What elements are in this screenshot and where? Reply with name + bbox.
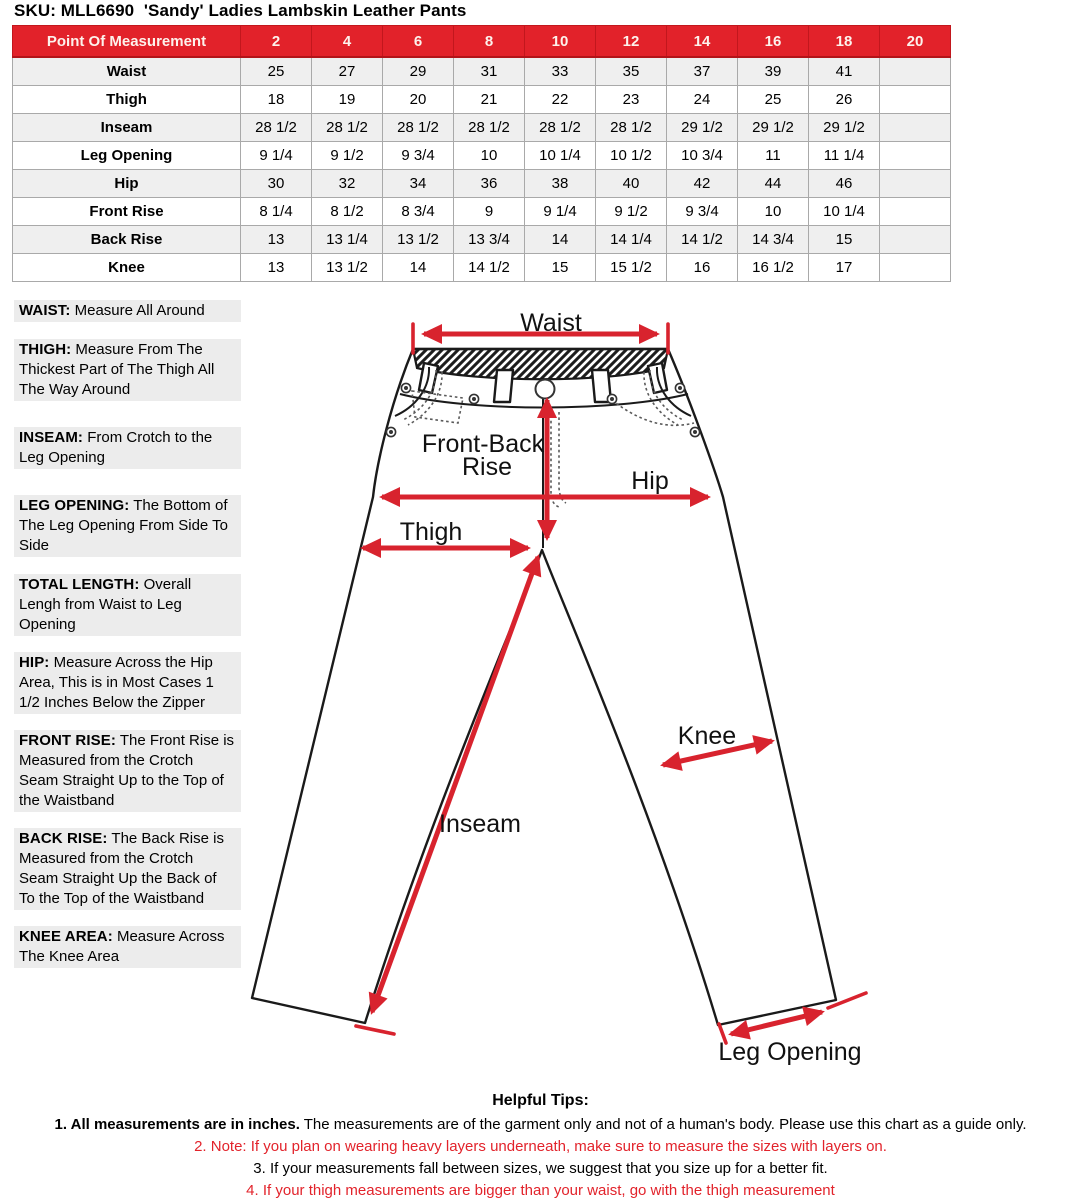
point-of-measurement-header: Point Of Measurement (13, 26, 241, 58)
measurement-value-cell: 13 3/4 (454, 226, 525, 254)
measurement-value-cell: 10 3/4 (667, 142, 738, 170)
definition-item: KNEE AREA: Measure Across The Knee Area (14, 926, 241, 968)
definition-item: THIGH: Measure From The Thickest Part of The Thigh All The Way Around (14, 339, 241, 401)
measurement-value-cell: 25 (738, 86, 809, 114)
measurement-value-cell: 13 (241, 226, 312, 254)
waist-button (536, 380, 555, 399)
thigh-label: Thigh (399, 518, 463, 546)
measurement-value-cell: 29 1/2 (809, 114, 880, 142)
measurement-value-cell: 28 1/2 (241, 114, 312, 142)
measurement-value-cell: 14 1/2 (667, 226, 738, 254)
definition-item: BACK RISE: The Back Rise is Measured from the Crotch Seam Straight Up the Back of To the Top of the Waistband (14, 828, 241, 910)
measurement-value-cell (880, 170, 951, 198)
definition-item: TOTAL LENGTH: Overall Lengh from Waist to Leg Opening (14, 574, 241, 636)
size-column-header: 14 (667, 26, 738, 58)
measurement-value-cell: 42 (667, 170, 738, 198)
measurement-value-cell: 9 1/2 (596, 198, 667, 226)
definition-item: LEG OPENING: The Bottom of The Leg Opening From Side To Side (14, 495, 241, 557)
definition-item: FRONT RISE: The Front Rise is Measured from the Crotch Seam Straight Up to the Top of the Waistband (14, 730, 241, 812)
measurement-value-cell: 9 1/4 (241, 142, 312, 170)
size-table (12, 25, 951, 282)
measurement-value-cell: 17 (809, 254, 880, 282)
knee-label: Knee (677, 722, 737, 750)
measurement-value-cell: 28 1/2 (525, 114, 596, 142)
measurement-value-cell (880, 254, 951, 282)
measurement-value-cell: 20 (383, 86, 454, 114)
measurement-value-cell: 21 (454, 86, 525, 114)
measurement-value-cell: 14 (525, 226, 596, 254)
measurement-value-cell: 15 (525, 254, 596, 282)
measurement-value-cell: 9 1/2 (312, 142, 383, 170)
definition-term: BACK RISE: (19, 830, 108, 847)
measurement-value-cell: 28 1/2 (312, 114, 383, 142)
measurement-value-cell: 23 (596, 86, 667, 114)
measurement-value-cell: 14 (383, 254, 454, 282)
measurement-value-cell: 29 1/2 (667, 114, 738, 142)
leg-opening-label: Leg Opening (718, 1038, 862, 1066)
measurement-value-cell: 10 (454, 142, 525, 170)
measurement-value-cell: 26 (809, 86, 880, 114)
size-column-header: 4 (312, 26, 383, 58)
size-column-header: 6 (383, 26, 454, 58)
measurement-value-cell: 9 3/4 (383, 142, 454, 170)
definition-term: WAIST: (19, 302, 71, 319)
helpful-tips (0, 1090, 1081, 1200)
measurement-value-cell: 28 1/2 (596, 114, 667, 142)
measurement-value-cell: 9 (454, 198, 525, 226)
size-column-header: 10 (525, 26, 596, 58)
measurement-value-cell: 29 (383, 57, 454, 86)
measurement-value-cell: 9 3/4 (667, 198, 738, 226)
measurement-value-cell: 15 (809, 226, 880, 254)
measurement-row-label: Knee (13, 254, 241, 282)
hip-label: Hip (631, 467, 669, 495)
table-row (13, 226, 951, 254)
measurement-value-cell: 8 1/4 (241, 198, 312, 226)
measurement-value-cell: 46 (809, 170, 880, 198)
definition-term: INSEAM: (19, 429, 84, 446)
measurement-value-cell: 13 1/2 (312, 254, 383, 282)
measurement-value-cell: 8 3/4 (383, 198, 454, 226)
measurement-row-label: Front Rise (13, 198, 241, 226)
measurement-value-cell: 18 (241, 86, 312, 114)
table-row (13, 198, 951, 226)
table-row (13, 142, 951, 170)
measurement-value-cell: 40 (596, 170, 667, 198)
measurement-value-cell: 37 (667, 57, 738, 86)
measurement-value-cell: 14 3/4 (738, 226, 809, 254)
measurement-value-cell: 41 (809, 57, 880, 86)
measurement-value-cell: 35 (596, 57, 667, 86)
tips-list (0, 1114, 1081, 1200)
tips-heading: Helpful Tips: (492, 1092, 589, 1109)
measurement-row-label: Back Rise (13, 226, 241, 254)
size-column-header: 2 (241, 26, 312, 58)
measurement-value-cell: 10 (738, 198, 809, 226)
measurement-value-cell: 33 (525, 57, 596, 86)
measurement-value-cell: 44 (738, 170, 809, 198)
tip-item: 3. If your measurements fall between sizes, we suggest that you size up for a better fit. (253, 1160, 828, 1177)
measurement-value-cell: 11 (738, 142, 809, 170)
definition-term: THIGH: (19, 341, 72, 358)
table-row (13, 57, 951, 86)
front-back-rise-label-line2: Rise (461, 453, 513, 481)
definition-item: INSEAM: From Crotch to the Leg Opening (14, 427, 241, 469)
belt-loop (494, 370, 513, 402)
measurement-value-cell: 14 1/2 (454, 254, 525, 282)
measurement-value-cell: 15 1/2 (596, 254, 667, 282)
measurement-value-cell: 16 (667, 254, 738, 282)
inseam-label: Inseam (439, 810, 521, 838)
definitions-list (14, 300, 241, 968)
measurement-value-cell (880, 226, 951, 254)
measurement-value-cell: 25 (241, 57, 312, 86)
definition-term: FRONT RISE: (19, 732, 116, 749)
inseam-hem-tick (356, 1026, 394, 1034)
measurement-value-cell: 34 (383, 170, 454, 198)
table-row (13, 114, 951, 142)
size-column-header: 18 (809, 26, 880, 58)
measurement-value-cell (880, 57, 951, 86)
measurement-value-cell: 36 (454, 170, 525, 198)
size-column-header: 16 (738, 26, 809, 58)
size-column-header: 8 (454, 26, 525, 58)
measurement-value-cell: 14 1/4 (596, 226, 667, 254)
measurement-value-cell: 11 1/4 (809, 142, 880, 170)
definition-term: HIP: (19, 654, 50, 671)
definition-term: LEG OPENING: (19, 497, 130, 514)
measurement-value-cell: 13 1/2 (383, 226, 454, 254)
measurement-row-label: Inseam (13, 114, 241, 142)
measurement-value-cell: 13 1/4 (312, 226, 383, 254)
measurement-value-cell: 38 (525, 170, 596, 198)
measurement-value-cell: 9 1/4 (525, 198, 596, 226)
tip-item: 2. Note: If you plan on wearing heavy layers underneath, make sure to measure the sizes with layers on. (194, 1138, 887, 1155)
measurement-value-cell: 8 1/2 (312, 198, 383, 226)
measurement-value-cell: 24 (667, 86, 738, 114)
tip-item: 1. All measurements are in inches. The measurements are of the garment only and not of a human's body. Please use this chart as a guide only. (54, 1116, 1027, 1133)
measurement-value-cell: 31 (454, 57, 525, 86)
measurement-value-cell: 28 1/2 (383, 114, 454, 142)
size-table-body (13, 57, 951, 282)
size-column-header: 12 (596, 26, 667, 58)
measurement-value-cell: 10 1/4 (525, 142, 596, 170)
waist-label: Waist (520, 309, 582, 337)
front-back-rise-label-line1: Front-Back (421, 430, 545, 458)
measurement-row-label: Hip (13, 170, 241, 198)
measurement-row-label: Waist (13, 57, 241, 86)
measurement-row-label: Leg Opening (13, 142, 241, 170)
measurement-value-cell: 32 (312, 170, 383, 198)
measurement-value-cell (880, 114, 951, 142)
waistband-hatch (413, 349, 668, 379)
measurement-value-cell: 28 1/2 (454, 114, 525, 142)
definition-term: TOTAL LENGTH: (19, 576, 140, 593)
measurement-value-cell: 30 (241, 170, 312, 198)
measurement-value-cell: 22 (525, 86, 596, 114)
definition-term: KNEE AREA: (19, 928, 113, 945)
table-row (13, 86, 951, 114)
table-row (13, 170, 951, 198)
measurement-value-cell: 29 1/2 (738, 114, 809, 142)
pants-measurement-diagram (240, 295, 880, 1075)
size-table-header-row (13, 26, 951, 58)
definition-item: HIP: Measure Across the Hip Area, This is in Most Cases 1 1/2 Inches Below the Zipper (14, 652, 241, 714)
measurement-row-label: Thigh (13, 86, 241, 114)
page-title: SKU: MLL6690 'Sandy' Ladies Lambskin Leather Pants (14, 1, 467, 20)
definition-item: WAIST: Measure All Around (14, 300, 241, 322)
measurement-value-cell: 16 1/2 (738, 254, 809, 282)
measurement-value-cell (880, 198, 951, 226)
measurement-value-cell: 13 (241, 254, 312, 282)
table-row (13, 254, 951, 282)
measurement-value-cell (880, 142, 951, 170)
size-column-header: 20 (880, 26, 951, 58)
tip-item: 4. If your thigh measurements are bigger than your waist, go with the thigh measurement (246, 1182, 835, 1199)
measurement-value-cell: 19 (312, 86, 383, 114)
measurement-value-cell: 39 (738, 57, 809, 86)
measurement-value-cell: 10 1/4 (809, 198, 880, 226)
measurement-value-cell: 10 1/2 (596, 142, 667, 170)
measurement-value-cell: 27 (312, 57, 383, 86)
measurement-value-cell (880, 86, 951, 114)
